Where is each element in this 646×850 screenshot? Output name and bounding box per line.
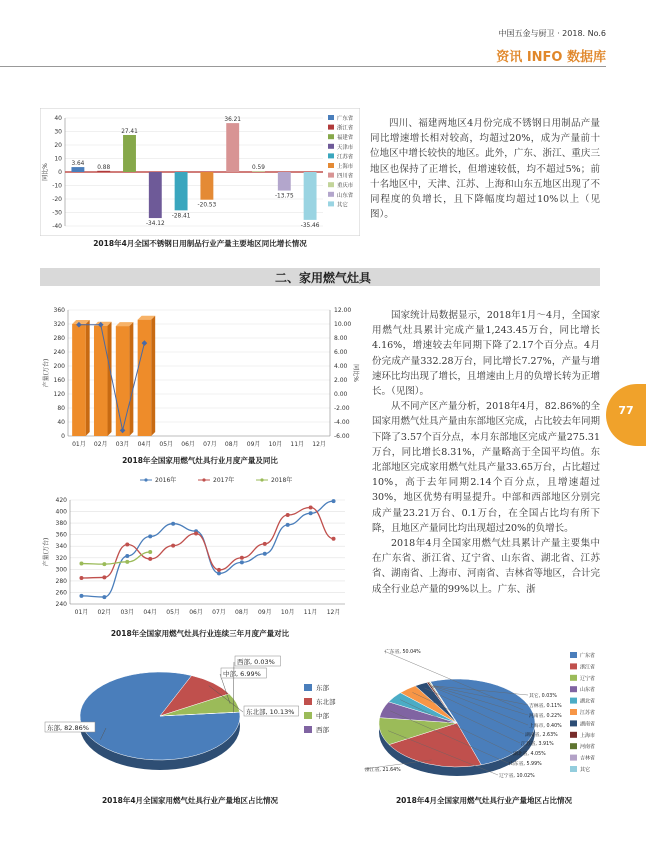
slice-label: 广东省, 50.04% xyxy=(385,650,421,655)
legend-label: 上海市 xyxy=(580,732,596,739)
bar xyxy=(97,171,110,172)
x-tick-label: 09月 xyxy=(257,609,272,616)
paragraph-block xyxy=(372,308,600,597)
y-tick-label: 0 xyxy=(61,433,65,440)
series-point xyxy=(102,562,106,566)
y-tick-label: 280 xyxy=(53,335,65,342)
slice-label: 东部, 82.86% xyxy=(47,724,89,732)
x-tick-label: 05月 xyxy=(166,609,180,616)
legend-label: 江苏省 xyxy=(580,710,596,716)
legend-swatch xyxy=(570,743,577,749)
y-tick-label: 30 xyxy=(54,128,62,136)
y-tick-label: 40 xyxy=(57,419,65,426)
x-tick-label: 10月 xyxy=(280,609,295,616)
y2-tick-label: -6.00 xyxy=(334,433,350,440)
x-tick-label: 12月 xyxy=(326,609,341,616)
x-tick-label: 03月 xyxy=(120,609,135,616)
y-tick-label: 360 xyxy=(53,307,65,314)
legend-label: 湖北省 xyxy=(580,698,596,705)
legend-label: 辽宁省 xyxy=(580,675,596,682)
legend-label: 2016年 xyxy=(155,477,177,484)
y2-tick-label: 12.00 xyxy=(334,307,352,314)
series-point xyxy=(309,511,313,515)
caption-three-year: 2018年全国家用燃气灶具行业连续三年月度产量对比 xyxy=(110,629,290,638)
data-label: -34.12 xyxy=(145,221,165,228)
y-tick-label: 400 xyxy=(55,508,67,516)
legend-swatch xyxy=(304,684,312,691)
series-point xyxy=(125,560,129,564)
x-tick-label: 01月 xyxy=(74,609,89,616)
y-tick-label: -30 xyxy=(52,209,62,217)
y-tick-label: 420 xyxy=(55,497,67,504)
y-tick-label: 10 xyxy=(54,155,62,163)
x-tick-label: 11月 xyxy=(303,609,318,616)
series-point xyxy=(125,554,129,558)
legend-label: 广东省 xyxy=(337,116,354,122)
slice-label: 湖南省, 2.63% xyxy=(525,733,558,738)
slice-label: 辽宁省, 10.02% xyxy=(499,774,535,779)
bar xyxy=(252,171,265,172)
legend-label: 其它 xyxy=(580,767,591,773)
x-tick-label: 04月 xyxy=(137,441,152,448)
series-point xyxy=(286,513,290,517)
legend-swatch xyxy=(570,732,577,738)
slice-label: 吉林省, 0.11% xyxy=(529,704,562,709)
y-axis-label: 同比% xyxy=(42,163,49,181)
x-tick-label: 10月 xyxy=(268,441,283,448)
x-tick-label: 08月 xyxy=(224,441,239,448)
y2-tick-label: 10.00 xyxy=(334,321,352,328)
series-point xyxy=(171,544,175,548)
slice-label: 东北部, 10.13% xyxy=(246,708,295,716)
legend-label: 上海市 xyxy=(337,164,354,170)
chart-stainless-growth xyxy=(40,108,360,236)
y-tick-label: 280 xyxy=(55,577,67,585)
series-point xyxy=(148,550,152,554)
bar xyxy=(94,326,108,436)
legend-label: 东部 xyxy=(316,684,329,692)
x-tick-label: 08月 xyxy=(235,609,249,616)
series-point xyxy=(263,542,267,546)
legend-label: 吉林省 xyxy=(580,755,596,762)
x-tick-label: 06月 xyxy=(189,609,203,616)
slice-label: 江苏省, 3.91% xyxy=(521,742,554,747)
legend-swatch xyxy=(304,726,312,733)
chart-monthly-production xyxy=(40,304,360,454)
legend-swatch xyxy=(570,709,577,715)
series-point xyxy=(102,595,106,599)
header-divider xyxy=(0,66,606,67)
slice-label: 河南省, 0.22% xyxy=(529,714,562,719)
legend-swatch xyxy=(570,766,577,772)
legend-swatch xyxy=(304,712,312,719)
bar xyxy=(200,172,213,200)
series-point xyxy=(148,557,152,561)
slice-label: 中部, 6.99% xyxy=(223,670,261,678)
series-point xyxy=(79,576,83,580)
paragraph-4: 2018年4月全国家用燃气灶具累计产量主要集中在广东省、浙江省、辽宁省、山东省、湖北省、江苏省、湖南省、上海市、河南省、吉林省等地区，合计完成全行业总产量的99%以上。广东、浙 xyxy=(372,538,601,595)
legend-label: 江苏省 xyxy=(337,154,354,161)
legend-swatch xyxy=(570,675,577,681)
y-tick-label: 240 xyxy=(55,601,67,608)
bar-side xyxy=(129,322,133,436)
y2-axis-label: 同比% xyxy=(352,364,359,382)
series-point xyxy=(263,552,267,556)
series-point xyxy=(332,537,336,541)
legend-label: 湖南省 xyxy=(580,721,596,728)
caption-monthly: 2018年全国家用燃气灶具行业月度产量及同比 xyxy=(122,456,278,465)
bar xyxy=(278,172,291,191)
legend-swatch xyxy=(328,134,334,139)
y-tick-label: -40 xyxy=(52,223,62,230)
bar-side xyxy=(108,322,112,436)
series-point xyxy=(240,556,244,560)
legend-label: 山东省 xyxy=(580,687,596,694)
legend-label: 浙江省 xyxy=(580,664,596,671)
legend-swatch xyxy=(328,173,334,178)
data-label: 3.64 xyxy=(71,161,85,168)
legend-swatch xyxy=(328,115,334,120)
y-tick-label: 240 xyxy=(53,349,65,356)
y-tick-label: 40 xyxy=(54,115,62,122)
slice-label: 上海市, 0.40% xyxy=(529,724,562,729)
page-number: 77 xyxy=(618,404,634,417)
x-tick-label: 02月 xyxy=(97,609,112,616)
legend-label: 东北部 xyxy=(316,698,336,706)
legend-swatch xyxy=(328,153,334,158)
bar xyxy=(116,326,130,436)
bar xyxy=(149,172,162,218)
slice-label: 西部, 0.03% xyxy=(237,658,275,666)
bar xyxy=(226,123,239,172)
legend-marker xyxy=(144,478,147,481)
series-point xyxy=(148,534,152,538)
legend-label: 福建省 xyxy=(337,135,354,142)
paragraph-2: 国家统计局数据显示，2018年1月～4月，全国家用燃气灶具累计完成产量1,243.45万台，同比增长4.16%，增速较去年同期下降了2.17个百分点。4月份完成产量332.28万台，同比增长7.27%，产量与增速环比均出现了增长，且增速由上月的负增长转为正增长。（见图）。 xyxy=(372,310,601,398)
legend-swatch xyxy=(570,720,577,726)
series-point xyxy=(171,522,175,526)
y-tick-label: 120 xyxy=(53,391,65,398)
data-label: 27.41 xyxy=(121,128,138,135)
caption-pie-provinces: 2018年4月全国家用燃气灶具行业产量地区占比情况 xyxy=(395,796,573,805)
legend-swatch xyxy=(570,686,577,692)
legend-swatch xyxy=(328,125,334,130)
legend-swatch xyxy=(570,663,577,669)
bar xyxy=(72,324,86,436)
legend-swatch xyxy=(328,182,334,187)
y2-tick-label: 0.00 xyxy=(334,391,348,398)
legend-swatch xyxy=(328,144,334,149)
pie-regions xyxy=(40,650,360,785)
bar xyxy=(175,172,188,210)
y-tick-label: 260 xyxy=(55,589,67,597)
x-tick-label: 11月 xyxy=(290,441,305,448)
x-tick-label: 09月 xyxy=(246,441,261,448)
y-tick-label: 320 xyxy=(53,321,65,328)
legend-label: 其它 xyxy=(337,202,348,209)
bar-side xyxy=(86,320,90,436)
x-tick-label: 12月 xyxy=(312,441,326,448)
bar xyxy=(71,167,84,172)
series-point xyxy=(332,499,336,503)
y-tick-label: 300 xyxy=(55,566,67,574)
data-label: 0.59 xyxy=(252,165,265,172)
legend-label: 浙江省 xyxy=(337,125,354,132)
legend-swatch xyxy=(328,192,334,197)
y2-tick-label: 4.00 xyxy=(334,363,348,370)
series-point xyxy=(309,506,313,510)
caption-pie-regions: 2018年4月全国家用燃气灶具行业产量地区占比情况 xyxy=(101,796,279,805)
legend-swatch xyxy=(328,163,334,168)
y-tick-label: 80 xyxy=(57,405,65,412)
legend-marker xyxy=(260,478,263,481)
legend-label: 2018年 xyxy=(271,477,293,484)
data-label: -35.46 xyxy=(300,222,320,229)
bar xyxy=(304,172,317,220)
series-point xyxy=(217,568,221,572)
legend-swatch xyxy=(328,201,334,206)
y-tick-label: 20 xyxy=(54,142,62,149)
data-label: 36.21 xyxy=(224,117,242,124)
x-tick-label: 02月 xyxy=(93,441,108,448)
x-tick-label: 07月 xyxy=(203,441,217,448)
x-tick-label: 03月 xyxy=(115,441,130,448)
legend-label: 2017年 xyxy=(213,477,235,484)
y-axis-label: 产量(万台) xyxy=(43,358,50,388)
legend-swatch xyxy=(570,698,577,704)
journal-header: 中国五金与厨卫 · 2018. No.6 xyxy=(498,29,606,38)
legend-label: 四川省 xyxy=(337,173,354,180)
bar xyxy=(123,135,136,172)
bar-side xyxy=(151,316,155,436)
x-tick-label: 05月 xyxy=(159,441,174,448)
data-label: 0.88 xyxy=(97,164,111,171)
slice-label: 其它, 0.03% xyxy=(529,694,557,699)
paragraph-1 xyxy=(370,116,600,222)
y-tick-label: 360 xyxy=(55,531,67,539)
series-point xyxy=(240,560,244,564)
y-tick-label: 320 xyxy=(55,554,67,562)
data-label: -28.41 xyxy=(171,213,191,220)
data-label: -20.53 xyxy=(197,202,217,209)
series-point xyxy=(217,571,221,575)
y2-tick-label: 6.00 xyxy=(334,349,348,356)
legend-label: 河南省 xyxy=(580,744,596,751)
series-point xyxy=(79,594,83,598)
chart-three-year xyxy=(40,472,360,627)
section-header: 资讯 INFO 数据库 xyxy=(496,50,606,65)
y-tick-label: 160 xyxy=(53,377,65,384)
series-point xyxy=(102,575,106,579)
series-point xyxy=(286,523,290,527)
y2-tick-label: 8.00 xyxy=(334,335,348,342)
legend-marker xyxy=(202,478,205,481)
legend-swatch xyxy=(570,755,577,761)
x-tick-label: 04月 xyxy=(143,609,158,616)
legend-label: 天津市 xyxy=(337,144,354,151)
y-tick-label: 200 xyxy=(53,363,65,370)
x-tick-label: 06月 xyxy=(181,441,195,448)
legend-swatch xyxy=(304,698,312,705)
y-tick-label: 340 xyxy=(55,543,67,551)
paragraph-3: 从不同产区产量分析，2018年4月，82.86%的全国家用燃气灶具产量由东部地区完成，占比较去年同期下降了3.57个百分点，本月东部地区完成产量275.31万台，同比增长8.31%，产量略高于全国平均值。东北部地区完成家用燃气灶具产量33.65万台，占比超过10%，高于去年同期2.14个百分点，且增速超过30%，地区优势有明显提升。中部和西部地区分别完成产量23.21万台、0.1万台，在全国占比均有所下降，且地区产量同比均出现超过20%的负增长。 xyxy=(372,401,601,534)
slice-label: 浙江省, 21.64% xyxy=(365,768,401,773)
legend-label: 重庆市 xyxy=(337,183,354,190)
series-point xyxy=(194,532,198,536)
y-tick-label: -20 xyxy=(52,196,62,203)
y2-tick-label: -2.00 xyxy=(334,405,350,412)
section-title: 二、家用燃气灶具 xyxy=(274,271,371,285)
series-point xyxy=(125,542,129,546)
slice-label: 山东省, 5.99% xyxy=(509,762,542,767)
data-label: -13.75 xyxy=(274,193,294,200)
series-point xyxy=(79,562,83,566)
pie-provinces xyxy=(362,645,606,785)
y-axis-label: 产量(万台) xyxy=(43,537,50,567)
x-tick-label: 01月 xyxy=(72,441,86,448)
legend-label: 西部 xyxy=(316,726,329,734)
y-tick-label: -10 xyxy=(52,182,62,190)
y2-tick-label: -4.00 xyxy=(334,419,350,426)
paragraph-1-text: 四川、福建两地区4月份完成不锈钢日用制品产量同比增速增长相对较高，均超过20%，成为产量前十位地区中增长较快的地区。此外，广东、浙江、重庆三地区也保持了正增长，但增速较低，均不超过5%；前十名地区中，天津、江苏、上海和山东五地区出现了不同程度的负增长，且下降幅度均超过10%以上（见图）。 xyxy=(370,118,600,221)
legend-label: 山东省 xyxy=(337,192,354,199)
legend-swatch xyxy=(570,652,577,658)
x-tick-label: 07月 xyxy=(212,609,226,616)
legend-label: 中部 xyxy=(316,712,329,720)
y2-tick-label: 2.00 xyxy=(334,377,348,384)
caption-stainless: 2018年4月全国不锈钢日用制品行业产量主要地区同比增长情况 xyxy=(93,239,307,248)
legend-label: 广东省 xyxy=(580,653,596,659)
y-tick-label: 0 xyxy=(58,169,62,176)
slice-label: 湖北省, 4.05% xyxy=(513,752,546,757)
bar xyxy=(138,320,152,436)
y-tick-label: 380 xyxy=(55,520,67,528)
